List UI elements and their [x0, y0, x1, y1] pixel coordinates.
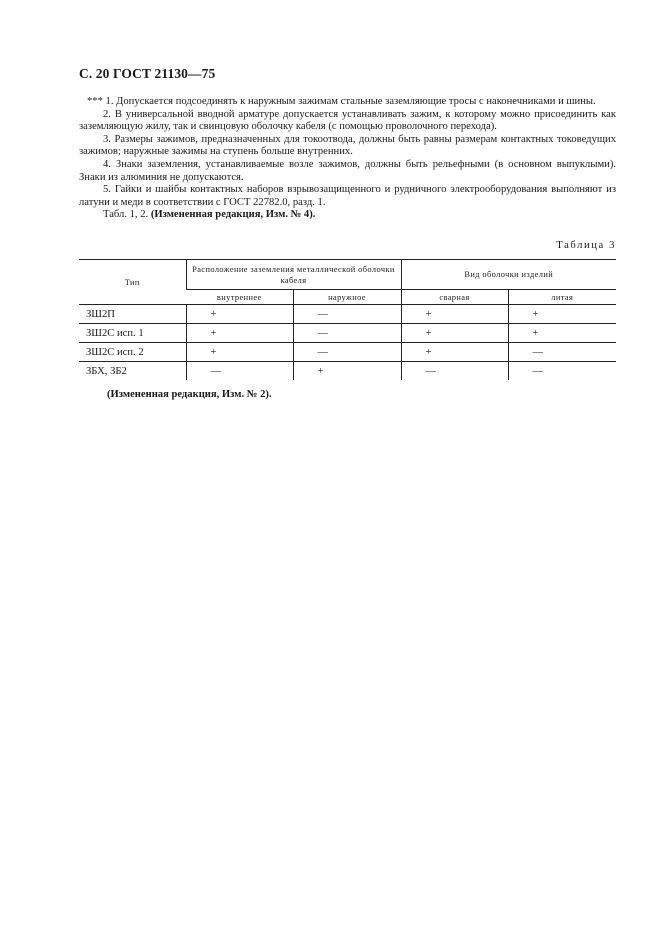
cell-internal: +	[186, 324, 293, 343]
table-row	[79, 343, 616, 362]
header-cast: литая	[508, 290, 616, 305]
note-3: 3. Размеры зажимов, предназначенных для токоотвода, должны быть равны размерам контактных токоведущих зажимов; наружные зажимы на ступень больше внутренних.	[79, 133, 616, 158]
cell-welded: +	[401, 324, 508, 343]
cell-cast: —	[508, 362, 616, 381]
header-internal: внутреннее	[186, 290, 293, 305]
cell-internal: +	[186, 343, 293, 362]
table-row	[79, 324, 616, 343]
table-3	[79, 259, 616, 380]
cell-cast: +	[508, 324, 616, 343]
header-type: Тип	[79, 260, 186, 305]
amendment-note: (Измененная редакция, Изм. № 2).	[107, 389, 272, 400]
page-header: С. 20 ГОСТ 21130—75	[79, 66, 216, 81]
row-type: ЗШ2С исп. 1	[79, 324, 186, 343]
cell-welded: +	[401, 343, 508, 362]
note-1: *** 1. Допускается подсоединять к наружным зажимам стальные заземляющие тросы с наконечниками и шины.	[87, 96, 596, 107]
header-welded: сварная	[401, 290, 508, 305]
header-grounding-location: Расположение заземления металлической оболочки кабеля	[186, 260, 401, 290]
cell-external: —	[293, 324, 401, 343]
cell-external: +	[293, 362, 401, 381]
cell-welded: +	[401, 305, 508, 324]
row-type: ЗШ2П	[79, 305, 186, 324]
cell-cast: +	[508, 305, 616, 324]
cell-cast: —	[508, 343, 616, 362]
note-2: 2. В универсальной вводной арматуре допускается устанавливать зажим, к которому можно присоединить как заземляющую жилу, так и свинцовую оболочку кабеля (с помощью проволочного перехода).	[79, 108, 616, 133]
cell-external: —	[293, 305, 401, 324]
note-5: 5. Гайки и шайбы контактных наборов взрывозащищенного и рудничного электрооборудования выполняют из латуни и меди в соответствии с ГОСТ 22782.0, разд. 1.	[79, 184, 616, 208]
table-reference-text: Табл. 1, 2.	[103, 209, 149, 221]
table-caption: Таблица 3	[556, 240, 616, 251]
table-reference	[79, 209, 616, 222]
header-shell-type: Вид оболочки изделий	[401, 260, 616, 290]
cell-external: —	[293, 343, 401, 362]
cell-welded: —	[401, 362, 508, 381]
table-reference-amendment: (Измененная редакция, Изм. № 4).	[150, 209, 316, 221]
notes-block	[79, 96, 616, 222]
table-row	[79, 305, 616, 324]
cell-internal: +	[186, 305, 293, 324]
table-row	[79, 362, 616, 381]
cell-internal: —	[186, 362, 293, 381]
header-external: наружное	[293, 290, 401, 305]
row-type: ЗБХ, ЗБ2	[86, 365, 127, 377]
note-4: 4. Знаки заземления, устанавливаемые возле зажимов, должны быть рельефными (в основном выпуклыми). Знаки из алюминия не допускаются.	[79, 158, 616, 183]
row-type: ЗШ2С исп. 2	[79, 343, 186, 362]
